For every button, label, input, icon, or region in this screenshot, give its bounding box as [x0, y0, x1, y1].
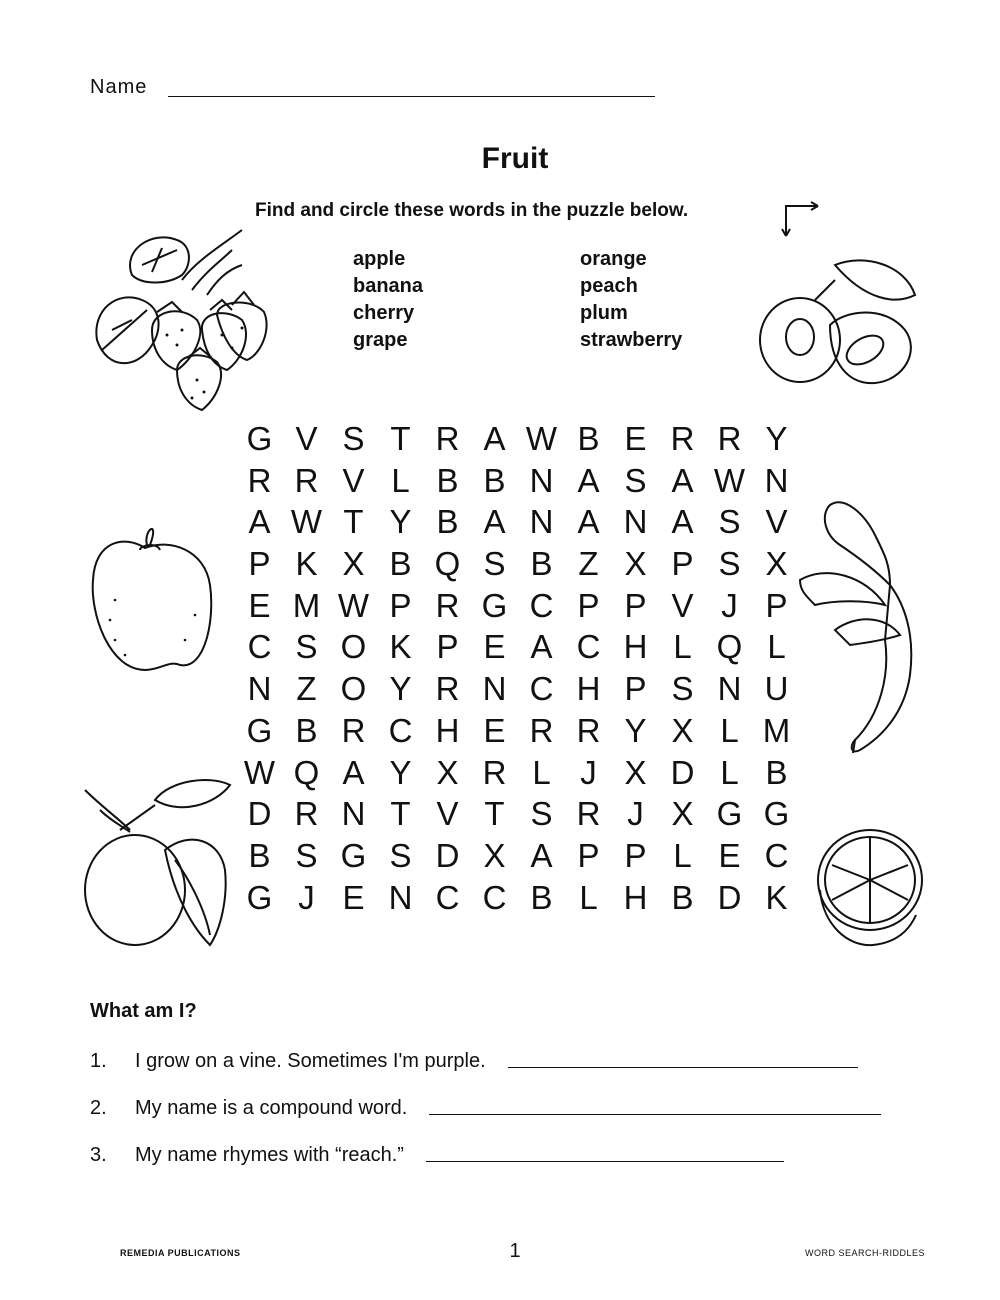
grid-letter[interactable]: W	[525, 420, 558, 457]
grid-letter[interactable]: A	[577, 503, 600, 541]
grid-letter[interactable]: H	[435, 711, 460, 749]
word-item: plum	[580, 302, 628, 324]
grid-letter[interactable]: A	[671, 503, 694, 541]
answer-line[interactable]	[508, 1066, 858, 1068]
grid-letter[interactable]: V	[765, 503, 788, 541]
grid-letter[interactable]: S	[530, 795, 553, 833]
grid-letter[interactable]: G	[246, 878, 273, 916]
grid-letter[interactable]: S	[389, 836, 412, 874]
grid-letter[interactable]: J	[721, 586, 738, 624]
grid-letter[interactable]: J	[298, 878, 315, 916]
banana-illustration	[795, 495, 925, 760]
grid-letter[interactable]: A	[577, 461, 600, 499]
grid-letter[interactable]: X	[436, 753, 459, 791]
grid-letter[interactable]: G	[246, 711, 273, 749]
grid-letter[interactable]: C	[529, 586, 554, 624]
grid-letter[interactable]: B	[483, 461, 506, 499]
word-item: grape	[353, 329, 408, 351]
grid-letter[interactable]: P	[389, 586, 412, 624]
grid-letter[interactable]: R	[435, 670, 460, 708]
grid-letter[interactable]: P	[765, 586, 788, 624]
grid-letter[interactable]: N	[341, 795, 366, 833]
riddle-number: 2.	[90, 1097, 107, 1119]
grid-letter[interactable]: J	[580, 753, 597, 791]
grid-letter[interactable]: H	[623, 628, 648, 666]
grid-letter[interactable]: P	[671, 545, 694, 583]
answer-line[interactable]	[426, 1160, 784, 1162]
page-number: 1	[509, 1240, 521, 1262]
instructions: Find and circle these words in the puzzle below.	[255, 200, 689, 221]
grid-letter[interactable]: Y	[624, 711, 647, 749]
grid-letter[interactable]: C	[764, 836, 789, 874]
grid-letter[interactable]: C	[529, 670, 554, 708]
grid-letter[interactable]: O	[340, 628, 367, 666]
word-item: strawberry	[580, 329, 683, 351]
grid-letter[interactable]: S	[718, 545, 741, 583]
word-search-grid[interactable]	[236, 418, 800, 918]
grid-letter[interactable]: P	[624, 836, 647, 874]
grid-letter[interactable]: L	[391, 461, 410, 499]
grid-letter[interactable]: A	[342, 753, 365, 791]
riddle-text: I grow on a vine. Sometimes I'm purple.	[135, 1050, 486, 1072]
answer-line[interactable]	[429, 1113, 881, 1115]
grid-letter[interactable]: K	[295, 545, 318, 583]
direction-arrows-icon	[776, 198, 824, 244]
grid-letter[interactable]: R	[576, 711, 601, 749]
grid-letter[interactable]: D	[717, 878, 742, 916]
grid-letter[interactable]: N	[529, 503, 554, 541]
apple-illustration	[85, 520, 215, 680]
grid-letter[interactable]: G	[716, 795, 743, 833]
grid-letter[interactable]: Y	[389, 503, 412, 541]
grid-letter[interactable]: P	[624, 670, 647, 708]
grid-letter[interactable]: Y	[389, 670, 412, 708]
grid-letter[interactable]: B	[436, 503, 459, 541]
grid-letter[interactable]: R	[435, 586, 460, 624]
grid-letter[interactable]: G	[246, 420, 273, 457]
grid-letter[interactable]: N	[482, 670, 507, 708]
grid-letter[interactable]: L	[767, 628, 786, 666]
grid-letter[interactable]: T	[343, 503, 364, 541]
grid-letter[interactable]: E	[483, 628, 506, 666]
grid-letter[interactable]: D	[435, 836, 460, 874]
grid-letter[interactable]: Q	[434, 545, 461, 583]
name-label: Name	[90, 76, 148, 98]
name-line[interactable]	[168, 96, 655, 97]
grid-letter[interactable]: E	[624, 420, 647, 457]
grid-letter[interactable]: W	[290, 503, 323, 541]
grid-letter[interactable]: D	[247, 795, 272, 833]
grid-letter[interactable]: L	[673, 628, 692, 666]
grid-letter[interactable]: N	[529, 461, 554, 499]
grid-letter[interactable]: B	[295, 711, 318, 749]
plum-illustration	[80, 770, 240, 955]
grid-letter[interactable]: Q	[716, 628, 743, 666]
grid-letter[interactable]: H	[576, 670, 601, 708]
grid-letter[interactable]: J	[627, 795, 644, 833]
grid-letter[interactable]: Y	[765, 420, 788, 457]
grid-letter[interactable]: Q	[293, 753, 320, 791]
grid-letter[interactable]: X	[765, 545, 788, 583]
grid-letter[interactable]: V	[436, 795, 459, 833]
grid-letter[interactable]: A	[483, 420, 506, 457]
grid-letter[interactable]: W	[243, 753, 276, 791]
grid-letter[interactable]: C	[482, 878, 507, 916]
grid-letter[interactable]: R	[294, 461, 319, 499]
grid-letter[interactable]: A	[530, 628, 553, 666]
word-list-right	[580, 246, 682, 354]
word-item: apple	[353, 248, 406, 270]
word-list-left	[353, 246, 423, 354]
grid-letter[interactable]: B	[530, 545, 553, 583]
word-item: cherry	[353, 302, 415, 324]
grid-letter[interactable]: N	[247, 670, 272, 708]
grid-letter[interactable]: N	[764, 461, 789, 499]
grid-letter[interactable]: B	[765, 753, 788, 791]
grid-letter[interactable]: E	[483, 711, 506, 749]
grid-letter[interactable]: P	[577, 586, 600, 624]
grid-letter[interactable]: G	[763, 795, 790, 833]
grid-letter[interactable]: T	[484, 795, 505, 833]
grid-letter[interactable]: W	[337, 586, 370, 624]
grid-letter[interactable]: H	[623, 878, 648, 916]
grid-letter[interactable]: R	[247, 461, 272, 499]
grid-letter[interactable]: K	[765, 878, 788, 916]
grid-letter[interactable]: E	[342, 878, 365, 916]
grid-letter[interactable]: Y	[389, 753, 412, 791]
grid-letter[interactable]: S	[718, 503, 741, 541]
grid-letter[interactable]: A	[483, 503, 506, 541]
grid-letter[interactable]: T	[390, 420, 411, 457]
peach-illustration	[755, 255, 925, 390]
orange-illustration	[808, 825, 926, 950]
grid-letter[interactable]: N	[388, 878, 413, 916]
grid-letter[interactable]: S	[295, 628, 318, 666]
grid-letter[interactable]: N	[717, 670, 742, 708]
grid-letter[interactable]: M	[292, 586, 321, 624]
grid-letter[interactable]: N	[623, 503, 648, 541]
strawberries-illustration	[82, 220, 272, 430]
word-item: peach	[580, 275, 638, 297]
grid-letter[interactable]: R	[717, 420, 742, 457]
grid-letter[interactable]: L	[579, 878, 598, 916]
grid-letter[interactable]: R	[341, 711, 366, 749]
grid-letter[interactable]: V	[671, 586, 694, 624]
grid-letter[interactable]: A	[671, 461, 694, 499]
grid-letter[interactable]: T	[390, 795, 411, 833]
grid-letter[interactable]: R	[670, 420, 695, 457]
grid-letter[interactable]: B	[436, 461, 459, 499]
grid-letter[interactable]: E	[718, 836, 741, 874]
riddle-number: 3.	[90, 1144, 107, 1166]
grid-letter[interactable]: S	[295, 836, 318, 874]
grid-letter[interactable]: B	[530, 878, 553, 916]
grid-letter[interactable]: L	[532, 753, 551, 791]
grid-letter[interactable]: O	[340, 670, 367, 708]
grid-letter[interactable]: D	[670, 753, 695, 791]
grid-letter[interactable]: L	[720, 753, 739, 791]
series-title: WORD SEARCH-RIDDLES	[805, 1248, 926, 1258]
grid-letter[interactable]: G	[481, 586, 508, 624]
grid-letter[interactable]: R	[576, 795, 601, 833]
grid-letter[interactable]: Z	[296, 670, 317, 708]
grid-letter[interactable]: Z	[578, 545, 599, 583]
grid-letter[interactable]: A	[530, 836, 553, 874]
grid-letter[interactable]: A	[248, 503, 271, 541]
grid-letter[interactable]: S	[671, 670, 694, 708]
grid-letter[interactable]: E	[248, 586, 271, 624]
grid-letter[interactable]: C	[247, 628, 272, 666]
grid-letter[interactable]: P	[577, 836, 600, 874]
grid-letter[interactable]: R	[529, 711, 554, 749]
grid-letter[interactable]: V	[295, 420, 318, 457]
grid-letter[interactable]: R	[482, 753, 507, 791]
grid-letter[interactable]: W	[713, 461, 746, 499]
publisher-name: REMEDIA PUBLICATIONS	[120, 1248, 241, 1258]
grid-letter[interactable]: R	[294, 795, 319, 833]
grid-letter[interactable]: B	[671, 878, 694, 916]
grid-letter[interactable]: R	[435, 420, 460, 457]
grid-letter[interactable]: B	[389, 545, 412, 583]
riddle-item	[90, 1144, 784, 1167]
word-item: orange	[580, 248, 647, 270]
grid-letter[interactable]: V	[342, 461, 365, 499]
grid-letter[interactable]: B	[577, 420, 600, 457]
grid-letter[interactable]: X	[342, 545, 365, 583]
riddle-item	[90, 1050, 858, 1073]
grid-letter[interactable]: S	[624, 461, 647, 499]
grid-letter[interactable]: K	[389, 628, 412, 666]
grid-letter[interactable]: L	[720, 711, 739, 749]
grid-letter[interactable]: M	[762, 711, 791, 749]
grid-letter[interactable]: C	[388, 711, 413, 749]
riddle-text: My name is a compound word.	[135, 1097, 408, 1119]
grid-letter[interactable]: X	[624, 753, 647, 791]
grid-letter[interactable]: P	[624, 586, 647, 624]
riddles-heading: What am I?	[90, 1000, 197, 1022]
grid-letter[interactable]: X	[483, 836, 506, 874]
riddle-text: My name rhymes with “reach.”	[135, 1144, 404, 1166]
riddle-number: 1.	[90, 1050, 107, 1072]
grid-letter[interactable]: X	[671, 711, 694, 749]
grid-letter[interactable]: B	[248, 836, 271, 874]
page-title: Fruit	[481, 142, 549, 175]
grid-letter[interactable]: X	[624, 545, 647, 583]
grid-letter[interactable]: C	[576, 628, 601, 666]
grid-letter[interactable]: S	[483, 545, 506, 583]
grid-letter[interactable]: S	[342, 420, 365, 457]
grid-letter[interactable]: L	[673, 836, 692, 874]
grid-letter[interactable]: P	[248, 545, 271, 583]
riddle-item	[90, 1097, 881, 1120]
grid-letter[interactable]: C	[435, 878, 460, 916]
grid-letter[interactable]: X	[671, 795, 694, 833]
word-item: banana	[353, 275, 424, 297]
grid-letter[interactable]: P	[436, 628, 459, 666]
grid-letter[interactable]: G	[340, 836, 367, 874]
grid-letter[interactable]: U	[764, 670, 789, 708]
